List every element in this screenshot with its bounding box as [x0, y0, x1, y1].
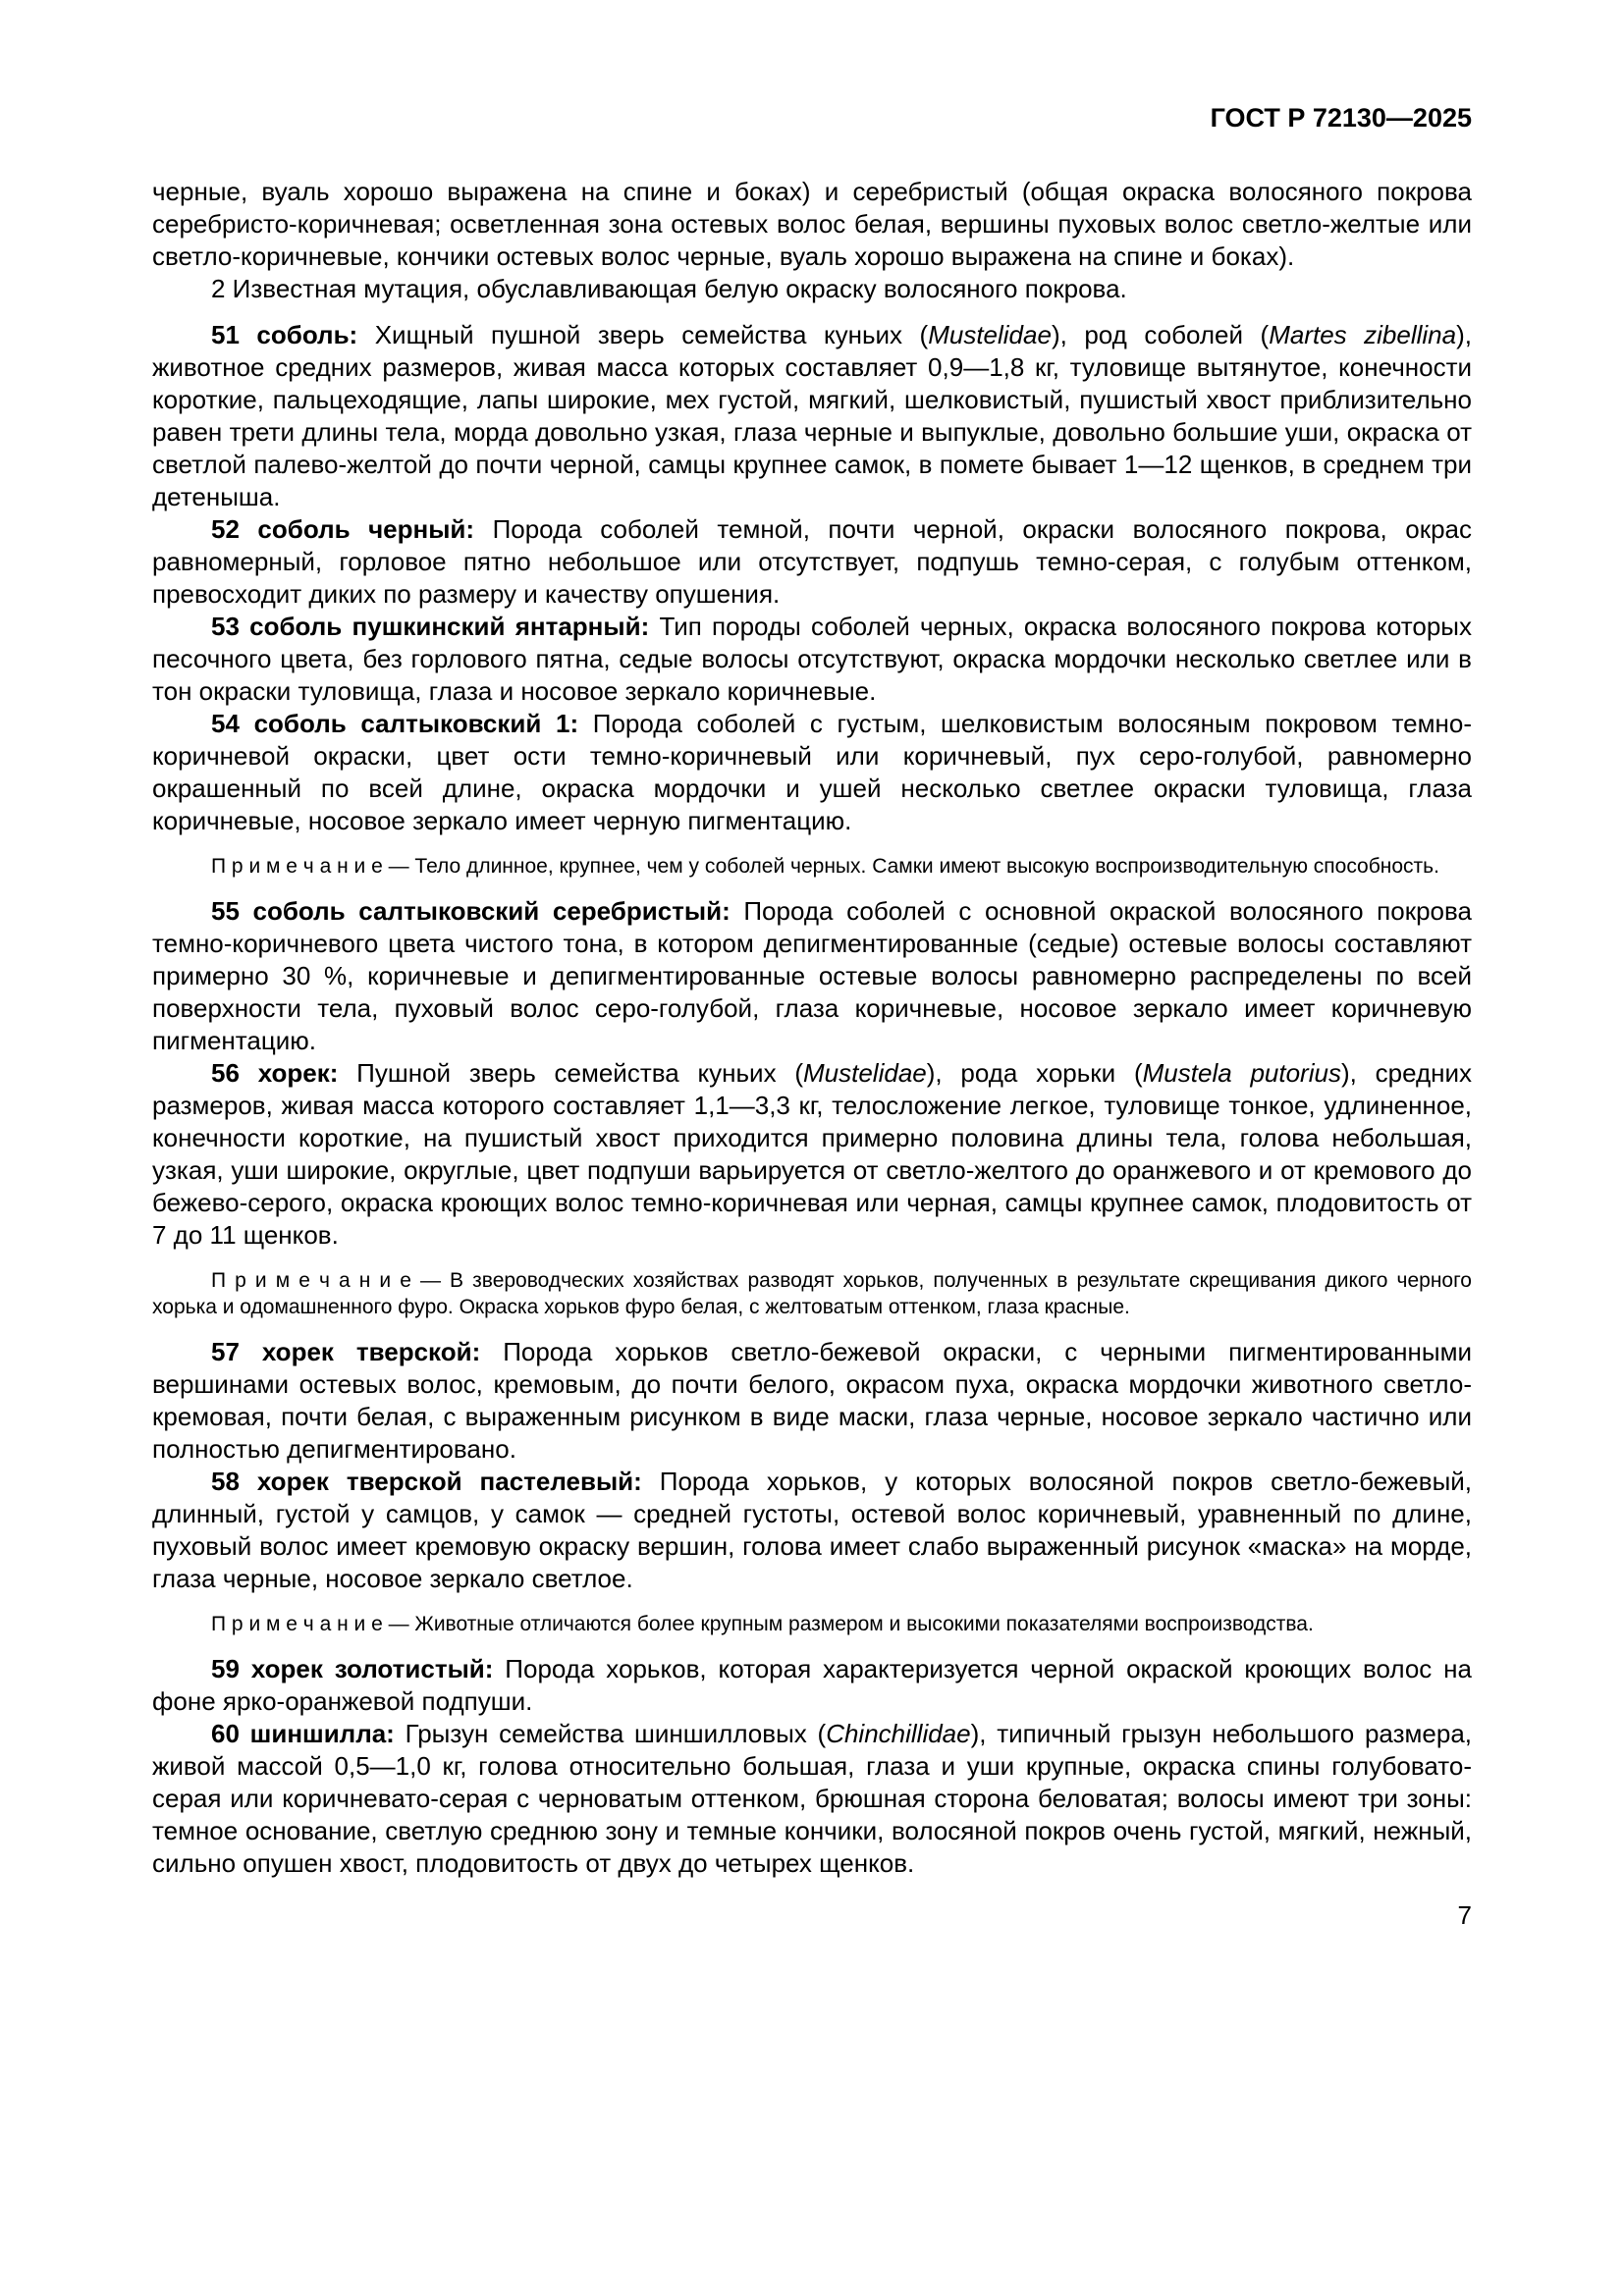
latin-name: Martes zibellina	[1269, 320, 1457, 349]
text-run: черные, вуаль хорошо выражена на спине и боках) и серебристый (общая окраска волосяного покрова серебристо-коричневая; осветленная зона остевых волос белая, вершины пуховых волос светло-желтые или светло-коричневые, кончики остевых волос черные, вуаль хорошо выражена на спине и боках).	[152, 177, 1472, 271]
text-run: Пушной зверь семейства куньих (	[356, 1058, 803, 1088]
note-paragraph	[152, 1267, 1472, 1320]
text-run: Порода хорьков, у которых волосяной покров светло-бежевый, длинный, густой у самцов, у самок — средней густоты, остевой волос коричневый, уравненный по длине, пуховый волос имеет кремовую окраску вершин, голова имеет слабо выраженный рисунок «маска» на морде, глаза черные, носовое зеркало светлое.	[152, 1467, 1473, 1593]
body-paragraph	[152, 176, 1472, 273]
text-run: П р и м е ч а н и е — Тело длинное, крупнее, чем у соболей черных. Самки имеют высокую воспроизводительную способность.	[211, 855, 1439, 878]
text-run: Порода хорьков светло-бежевой окраски, с черными пигментированными вершинами остевых волос, кремовым, до почти белого, окрасом пуха, окраска мордочки животного светло-кремовая, почти белая, с выраженным рисунком в виде маски, глаза черные, носовое зеркало частично или полностью депигментировано.	[152, 1337, 1472, 1464]
body-paragraph	[152, 1718, 1472, 1880]
term-label: 60 шиншилла:	[211, 1719, 406, 1748]
text-run: Порода хорьков, которая характеризуется черной окраской кроющих волос на фоне ярко-оранжевой подпуши.	[152, 1654, 1472, 1716]
running-header: ГОСТ Р 72130—2025	[1210, 103, 1472, 133]
body-paragraph	[152, 1653, 1472, 1718]
body-paragraph	[152, 708, 1472, 837]
body-paragraph	[152, 1466, 1472, 1595]
text-run: Порода соболей с основной окраской волосяного покрова темно-коричневого цвета чистого тона, в котором депигментированные (седые) остевые волосы составляют примерно 30 %, коричневые и депигментированные остевые волосы равномерно распределены по всей поверхности тела, пуховый волос серо-голубой, глаза коричневые, носовое зеркало имеет коричневую пигментацию.	[152, 896, 1472, 1055]
document-body	[152, 176, 1472, 1880]
term-label: 59 хорек золотистый:	[211, 1654, 506, 1683]
text-run: 2 Известная мутация, обуславливающая белую окраску волосяного покрова.	[211, 274, 1127, 303]
text-run: Порода соболей с густым, шелковистым волосяным покровом темно-коричневой окраски, цвет ости темно-коричневый или коричневый, пух серо-голубой, равномерно окрашенный по всей длине, окраска мордочки и ушей несколько светлее окраски туловища, глаза коричневые, носовое зеркало имеет черную пигментацию.	[152, 709, 1472, 835]
text-run: ), рода хорьки (	[926, 1058, 1143, 1088]
text-run: П р и м е ч а н и е — В звероводческих хозяйствах разводят хорьков, полученных в результате скрещивания дикого черного хорька и одомашненного фуро. Окраска хорьков фуро белая, с желтоватым оттенком, глаза красные.	[152, 1269, 1472, 1318]
latin-name: Mustelidae	[928, 320, 1052, 349]
latin-name: Mustela putorius	[1142, 1058, 1341, 1088]
term-label: 58 хорек тверской пастелевый:	[211, 1467, 660, 1496]
term-label: 57 хорек тверской:	[211, 1337, 504, 1366]
text-run: ), род соболей (	[1051, 320, 1270, 349]
term-label: 52 соболь черный:	[211, 514, 493, 544]
text-run: П р и м е ч а н и е — Животные отличаются более крупным размером и высокими показателями воспроизводства.	[211, 1613, 1314, 1635]
body-paragraph	[152, 273, 1472, 305]
term-label: 53 соболь пушкинский янтарный:	[211, 612, 660, 641]
text-run: Порода соболей темной, почти черной, окраски волосяного покрова, окрас равномерный, горловое пятно небольшое или отсутствует, подпушь темно-серая, с голубым оттенком, превосходит диких по размеру и качеству опушения.	[152, 514, 1472, 609]
term-label: 56 хорек:	[211, 1058, 357, 1088]
note-paragraph	[152, 853, 1472, 880]
body-paragraph	[152, 1057, 1472, 1252]
body-paragraph	[152, 1336, 1472, 1466]
text-run: Хищный пушной зверь семейства куньих (	[374, 320, 929, 349]
body-paragraph	[152, 319, 1472, 513]
body-paragraph	[152, 611, 1472, 708]
text-run: ), типичный грызун небольшого размера, живой массой 0,5—1,0 кг, голова относительно большая, глаза и уши крупные, окраска спины голубовато-серая или коричневато-серая с черноватым оттенком, брюшная сторона беловатая; волосы имеют три зоны: темное основание, светлую среднюю зону и темные кончики, волосяной покров очень густой, мягкий, нежный, сильно опушен хвост, плодовитость от двух до четырех щенков.	[152, 1719, 1472, 1878]
body-paragraph	[152, 513, 1472, 611]
text-run: ), животное средних размеров, живая масса которых составляет 0,9—1,8 кг, туловище вытянутое, конечности короткие, пальцеходящие, лапы широкие, мех густой, мягкий, шелковистый, пушистый хвост приблизительно равен трети длины тела, морда довольно узкая, глаза черные и выпуклые, довольно большие уши, окраска от светлой палево-желтой до почти черной, самцы крупнее самок, в помете бывает 1—12 щенков, в среднем три детеныша.	[152, 320, 1472, 511]
latin-name: Mustelidae	[803, 1058, 927, 1088]
note-paragraph	[152, 1611, 1472, 1637]
text-run: Грызун семейства шиншилловых (	[405, 1719, 827, 1748]
body-paragraph	[152, 895, 1472, 1057]
text-run: ), средних размеров, живая масса которого составляет 1,1—3,3 кг, телосложение легкое, туловище тонкое, удлиненное, конечности короткие, на пушистый хвост приходится примерно половина длины тела, голова небольшая, узкая, уши широкие, округлые, цвет подпуши варьируется от светло-желтого до оранжевого и от кремового до бежево-серого, окраска кроющих волос темно-коричневая или черная, самцы крупнее самок, плодовитость от 7 до 11 щенков.	[152, 1058, 1473, 1250]
term-label: 55 соболь салтыковский серебристый:	[211, 896, 744, 926]
page-number: 7	[1457, 1900, 1472, 1930]
term-label: 51 соболь:	[211, 320, 375, 349]
latin-name: Chinchillidae	[826, 1719, 971, 1748]
text-run: Тип породы соболей черных, окраска волосяного покрова которых песочного цвета, без горлового пятна, седые волосы отсутствуют, окраска мордочки несколько светлее или в тон окраски туловища, глаза и носовое зеркало коричневые.	[152, 612, 1472, 706]
term-label: 54 соболь салтыковский 1:	[211, 709, 593, 738]
